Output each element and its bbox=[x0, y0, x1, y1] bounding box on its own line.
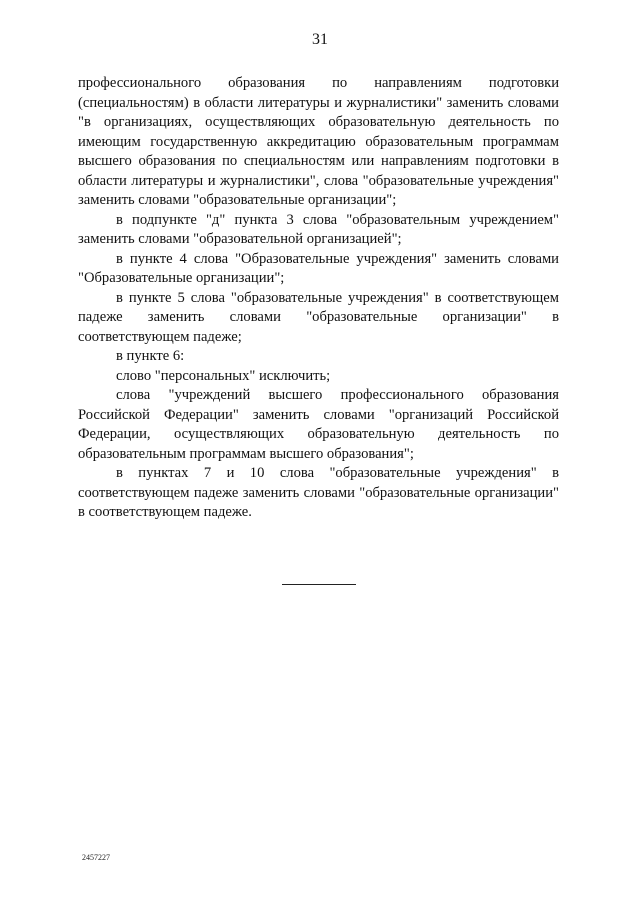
paragraph-point-6-word: слово "персональных" исключить; bbox=[116, 367, 331, 384]
document-code: 2457227 bbox=[82, 853, 110, 862]
paragraph-point-6-heading: в пункте 6: bbox=[116, 348, 185, 364]
paragraph-point-4: в пункте 4 слова "Образовательные учреждения" заменить словами "Образовательные организации"; bbox=[78, 250, 559, 286]
paragraph-point-6-words: слова "учреждений высшего профессионального образования Российской Федерации" заменить словами "организаций Российской Федерации, осуществляющих образовательную деятельность по образовательным программам высшего образования"; bbox=[78, 387, 559, 462]
paragraph-point-5: в пункте 5 слова "образовательные учреждения" в соответствующем падеже заменить словами "образовательные организации" в соответствующем падеже; bbox=[78, 289, 559, 345]
document-body bbox=[78, 74, 559, 523]
paragraph-continuation: профессионального образования по направлениям подготовки (специальностям) в области литературы и журналистики" заменить словами "в организациях, осуществляющих образовательную деятельность по имеющим государственную аккредитацию образовательным программам высшего образования по специальностям или направлениям подготовки в области литературы и журналистики", слова "образовательные учреждения" заменить словами "образовательные организации"; bbox=[78, 75, 559, 208]
closing-separator-line bbox=[282, 584, 356, 585]
page-number: 31 bbox=[312, 31, 328, 48]
paragraph-subpoint-d: в подпункте "д" пункта 3 слова "образовательным учреждением" заменить словами "образовательной организацией"; bbox=[78, 211, 559, 247]
paragraph-points-7-10: в пунктах 7 и 10 слова "образовательные учреждения" в соответствующем падеже заменить словами "образовательные организации" в соответствующем падеже. bbox=[78, 465, 559, 520]
